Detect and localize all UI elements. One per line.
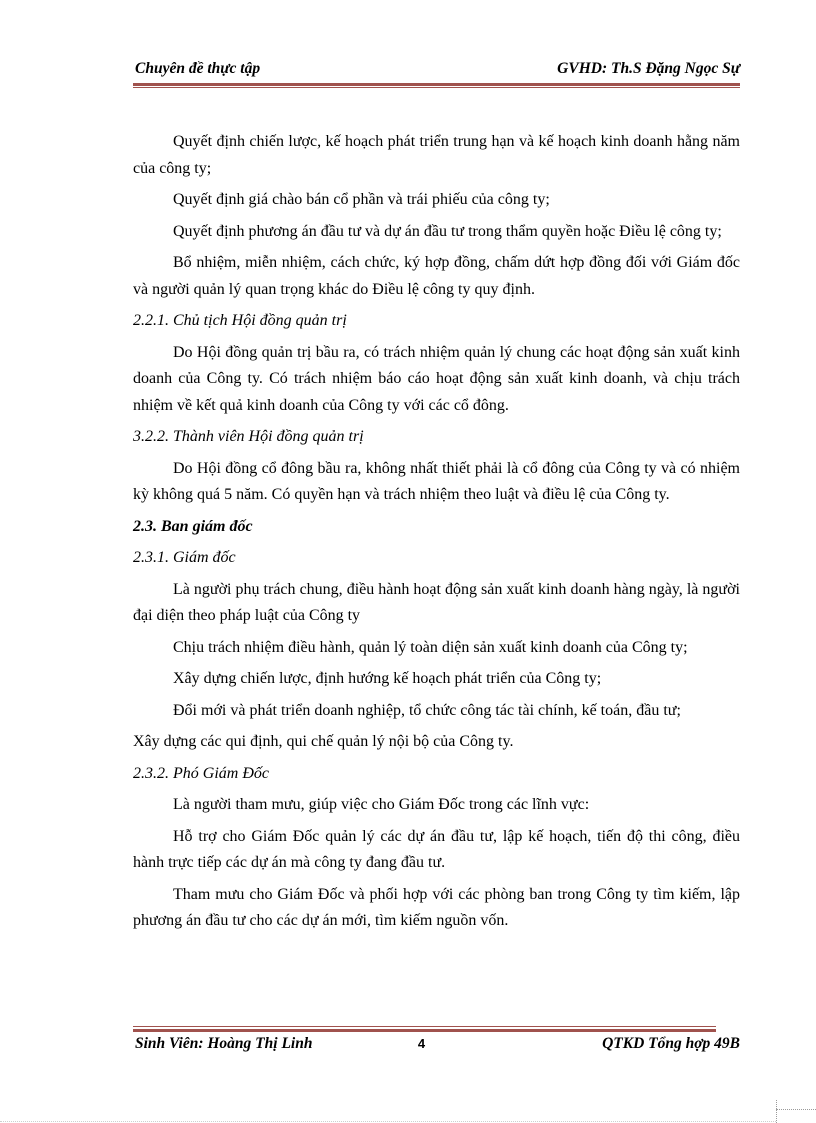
section-heading-2-3: 2.3. Ban giám đốc xyxy=(133,517,253,535)
page-edge-line xyxy=(0,1121,776,1122)
page-number: 4 xyxy=(417,1036,426,1051)
paragraph: Do Hội đồng quản trị bầu ra, có trách nhiệm quản lý chung các hoạt động sản xuất kinh doanh của Công ty. Có trách nhiệm báo cáo hoạt động sản xuất kinh doanh, và chịu trách nhiệm về kết quả kinh doanh của Công ty với các cổ đông. xyxy=(133,343,740,414)
paragraph: Quyết định chiến lược, kế hoạch phát triển trung hạn và kế hoạch kinh doanh hằng năm của công ty; xyxy=(133,133,740,177)
header-rule-thick xyxy=(133,83,740,86)
paragraph: Đổi mới và phát triển doanh nghiệp, tổ chức công tác tài chính, kế toán, đầu tư; xyxy=(173,701,681,719)
paragraph: Xây dựng các qui định, qui chế quản lý nội bộ của Công ty. xyxy=(133,733,514,750)
paragraph: Chịu trách nhiệm điều hành, quản lý toàn diện sản xuất kinh doanh của Công ty; xyxy=(173,638,688,656)
section-heading-2-3-2: 2.3.2. Phó Giám Đốc xyxy=(133,764,269,782)
paragraph: Tham mưu cho Giám Đốc và phối hợp với các phòng ban trong Công ty tìm kiếm, lập phương án đầu tư cho các dự án mới, tìm kiếm nguồn vốn. xyxy=(133,885,740,929)
header-document-title: Chuyên đề thực tập xyxy=(135,60,261,77)
section-heading-3-2-2: 3.2.2. Thành viên Hội đồng quản trị xyxy=(133,428,364,445)
paragraph: Do Hội đồng cổ đông bầu ra, không nhất thiết phải là cổ đông của Công ty và có nhiệm kỳ không quá 5 năm. Có quyền hạn và trách nhiệm theo luật và điều lệ của Công ty. xyxy=(133,459,740,503)
crop-mark-horizontal xyxy=(776,1109,816,1110)
section-heading-2-3-1: 2.3.1. Giám đốc xyxy=(133,549,236,566)
footer-student-name: Sinh Viên: Hoàng Thị Linh xyxy=(135,1035,313,1052)
header-supervisor: GVHD: Th.S Đặng Ngọc Sự xyxy=(557,60,740,77)
page-body xyxy=(133,129,740,940)
paragraph: Bổ nhiệm, miễn nhiệm, cách chức, ký hợp đồng, chấm dứt hợp đồng đối với Giám đốc và người quản lý quan trọng khác do Điều lệ công ty quy định. xyxy=(133,254,740,298)
crop-mark-vertical xyxy=(776,1100,777,1123)
paragraph: Quyết định giá chào bán cổ phần và trái phiếu của công ty; xyxy=(173,191,550,208)
paragraph: Xây dựng chiến lược, định hướng kế hoạch phát triển của Công ty; xyxy=(173,670,602,687)
paragraph: Là người tham mưu, giúp việc cho Giám Đốc trong các lĩnh vực: xyxy=(173,796,590,813)
footer-rule-thin xyxy=(133,1026,716,1027)
page-footer xyxy=(133,1035,740,1057)
footer-class: QTKD Tổng hợp 49B xyxy=(602,1035,740,1052)
paragraph: Hỗ trợ cho Giám Đốc quản lý các dự án đầu tư, lập kế hoạch, tiến độ thi công, điều hành trực tiếp các dự án mà công ty đang đầu tư. xyxy=(133,827,740,871)
paragraph: Quyết định phương án đầu tư và dự án đầu tư trong thẩm quyền hoặc Điều lệ công ty; xyxy=(173,222,722,240)
footer-rule-thick xyxy=(133,1029,716,1032)
page-header xyxy=(133,57,740,81)
section-heading-2-2-1: 2.2.1. Chủ tịch Hội đồng quản trị xyxy=(133,312,347,329)
paragraph: Là người phụ trách chung, điều hành hoạt động sản xuất kinh doanh hàng ngày, là người đại diện theo pháp luật của Công ty xyxy=(133,580,740,624)
header-rule-thin xyxy=(133,87,740,88)
